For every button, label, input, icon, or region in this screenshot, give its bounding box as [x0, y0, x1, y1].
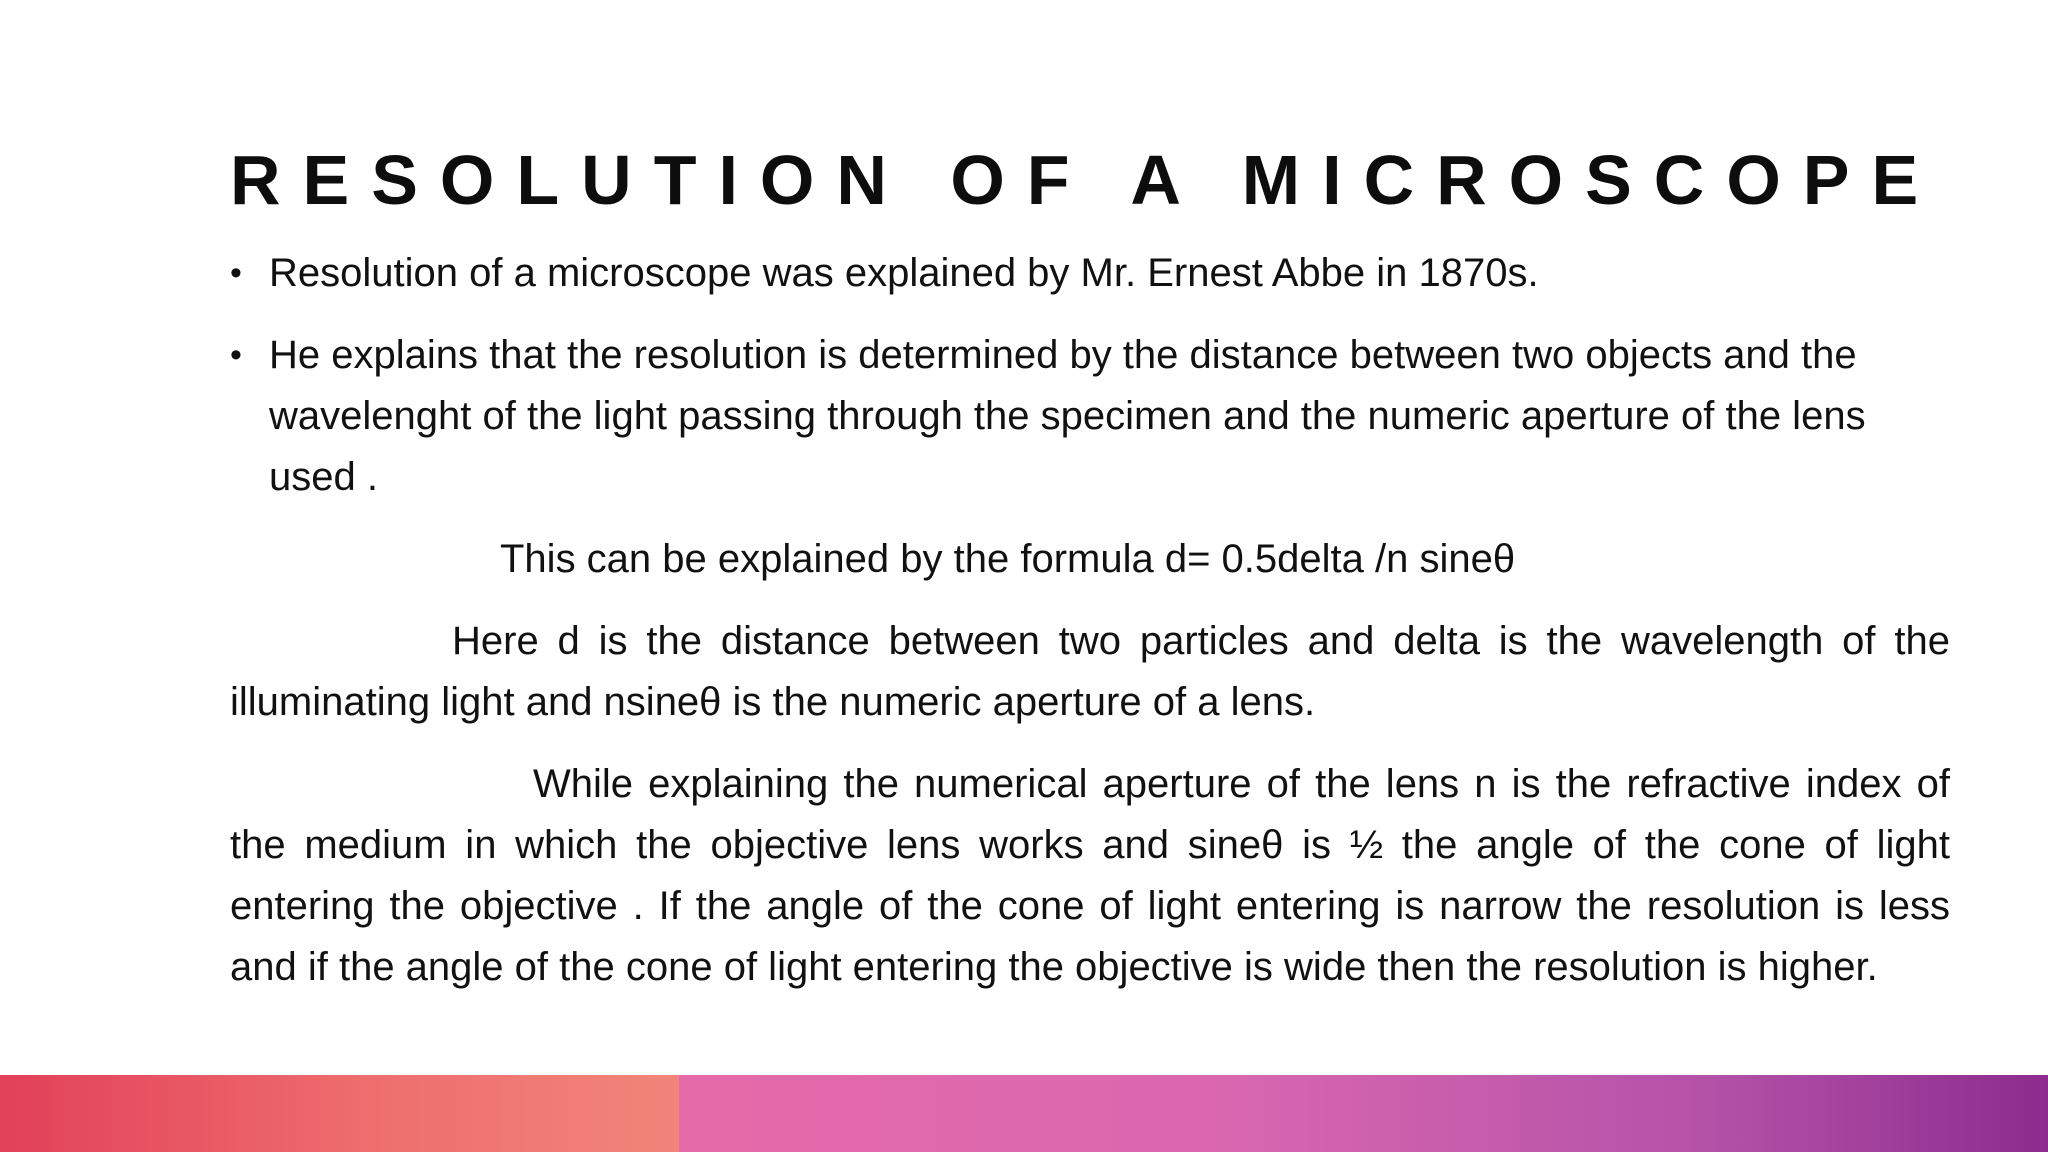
bullet-dot-icon: •: [230, 254, 242, 292]
bullet-item: [230, 243, 1950, 304]
footer-bar-left-segment: [0, 1075, 679, 1152]
slide-title: RESOLUTION OF A MICROSCOPE: [230, 141, 1941, 219]
paragraph-numerical-aperture: While explaining the numerical aperture of the lens n is the refractive index of the medium in which the objective lens works and sineθ is ½ the angle of the cone of light entering the objective . If the angle of the cone of light entering is narrow the resolution is less and if the angle of the cone of light entering the objective is wide then the resolution is higher.: [230, 762, 1950, 989]
bullet-text: He explains that the resolution is determined by the distance between two objects and the wavelenght of the light passing through the specimen and the numeric aperture of the lens used .: [269, 333, 1866, 499]
bullet-dot-icon: •: [230, 336, 242, 374]
footer-bar-right-segment: [679, 1075, 2048, 1152]
bullet-item: [230, 325, 1950, 508]
formula-line: This can be explained by the formula d= 0.5delta /n sineθ: [500, 537, 1516, 581]
paragraph-definition: Here d is the distance between two particles and delta is the wavelength of the illuminating light and nsineθ is the numeric aperture of a lens.: [230, 619, 1950, 724]
bullet-text: Resolution of a microscope was explained by Mr. Ernest Abbe in 1870s.: [269, 251, 1539, 295]
slide-content: [230, 243, 1950, 1019]
footer-decorative-bar: [0, 1075, 2048, 1152]
